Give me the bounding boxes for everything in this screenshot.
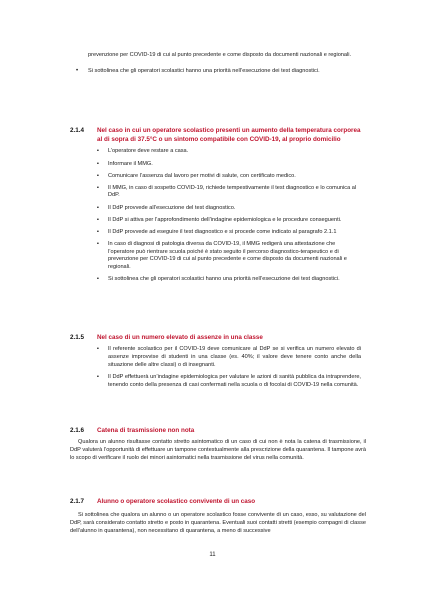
section-title: Alunno o operatore scolastico convivente di un caso — [97, 498, 256, 505]
list-item — [97, 204, 361, 213]
section-2-1-6 — [70, 426, 366, 462]
bullet-icon: • — [76, 67, 79, 74]
bullet-icon: ▪ — [97, 184, 99, 191]
list-item — [76, 67, 378, 77]
section-2-1-5 — [70, 333, 366, 394]
list-item — [97, 373, 361, 390]
section-number: 2.1.4 — [70, 127, 85, 134]
section-heading — [70, 126, 366, 144]
list-item-text: Il MMG, in caso di sospetto COVID-19, richiede tempestivamente il test diagnostico e lo comunica al DdP. — [108, 184, 357, 199]
list-item — [97, 148, 361, 156]
bullet-icon: ▪ — [97, 346, 99, 353]
bullet-list — [97, 148, 361, 284]
list-item-text: Il referente scolastico per il COVID-19 deve comunicare al DdP se si verifica un numero elevato di assenze improvvise di studenti in una classe (es. 40%; il valore deve tenere conto anche della situazione delle altre classi) o di insegnanti. — [108, 346, 361, 368]
list-item-text: Comunicare l’assenza dal lavoro per motivi di salute, con certificato medico. — [108, 172, 296, 179]
section-heading — [70, 497, 366, 506]
page-number: 11 — [209, 552, 216, 558]
list-item-text: Il DdP provvede ad eseguire il test diagnostico e si procede come indicato al paragrafo 2.1.1 — [108, 228, 337, 235]
section-paragraph: Qualora un alunno risultasse contatto stretto asintomatico di un caso di cui non è nota la catena di trasmissione, il DdP valuterà l’opportunità di effettuare un tampone contestualmente alla prescrizione della quarantena. Il tampone avrà lo scopo di verificare il ruolo dei minori asintomatici nella trasmissione del virus nella comunità. — [70, 439, 366, 462]
list-item — [97, 228, 361, 237]
bullet-continuation: prevenzione per COVID-19 di cui al punto precedente e come disposto da documenti nazionali e regionali. — [88, 52, 352, 58]
section-paragraph: Si sottolinea che qualora un alunno o un operatore scolastico fosse convivente di un caso, esso, su valutazione del DdP, sarà considerato contatto stretto e posto in quarantena. Eventuali suoi contatti stretti (esempio compagni di classe dell’alunno in quarantena), non necessitano di quarantena, a meno di successive — [70, 512, 366, 535]
bullet-icon: ▪ — [97, 160, 99, 167]
section-number: 2.1.6 — [70, 427, 85, 434]
list-item — [97, 172, 361, 181]
bullet-icon: ▪ — [97, 204, 99, 211]
list-item-text: L’operatore deve restare a casa. — [108, 148, 189, 155]
section-number: 2.1.5 — [70, 334, 85, 341]
section-heading — [70, 426, 366, 435]
list-item-text: Informare il MMG. — [108, 160, 153, 167]
list-item-text: Il DdP provvede all’esecuzione del test diagnostico. — [108, 204, 236, 211]
bullet-icon: ▪ — [97, 228, 99, 235]
section-2-1-4 — [70, 126, 366, 288]
list-item-text: Il DdP si attiva per l’approfondimento dell’indagine epidemiologica e le procedure conseguenti. — [108, 216, 342, 223]
bullet-icon: ▪ — [97, 148, 99, 155]
section-title: Catena di trasmissione non nota — [97, 427, 195, 434]
list-item-text: Si sottolinea che gli operatori scolastici hanno una priorità nell’esecuzione dei test diagnostici. — [88, 67, 320, 74]
list-item — [97, 346, 361, 369]
section-heading — [70, 333, 366, 342]
section-title: Nel caso di un numero elevato di assenze in una classe — [97, 334, 263, 341]
list-item-text: Si sottolinea che gli operatori scolastici hanno una priorità nell’esecuzione dei test diagnostici. — [108, 276, 340, 283]
section-title: Nel caso in cui un operatore scolastico presenti un aumento della temperatura corporea al di sopra di 37.5°C o un sintomo compatibile con COVID-19, al proprio domicilio — [97, 127, 361, 144]
bullet-list — [97, 346, 361, 389]
list-item — [97, 184, 361, 201]
bullet-icon: ▪ — [97, 373, 99, 380]
section-number: 2.1.7 — [70, 498, 85, 505]
list-item-text: Il DdP effettuerà un’indagine epidemiologica per valutare le azioni di sanità pubblica da intraprendere, tenendo conto della presenza di casi confermati nella scuola o di focolai di COVID-19 nella comunità. — [108, 373, 361, 388]
bullet-icon: ▪ — [97, 216, 99, 223]
bullet-icon: ▪ — [97, 172, 99, 179]
list-item — [97, 276, 361, 284]
list-item-text: In caso di diagnosi di patologia diversa da COVID-19, il MMG redigerà una attestazione che l’operatore può rientrare scuola poiché è stato seguito il percorso diagnostico-terapeutico e di prevenzione per COVID-19 di cui al punto precedente e come disposto da documenti nazionali e regionali. — [108, 240, 347, 271]
list-item — [97, 160, 361, 169]
section-2-1-7 — [70, 497, 366, 535]
bullet-icon: ▪ — [97, 240, 99, 247]
list-item — [97, 240, 361, 272]
top-bullet-list — [76, 51, 378, 76]
list-item — [97, 216, 361, 225]
bullet-icon: ▪ — [97, 276, 99, 283]
